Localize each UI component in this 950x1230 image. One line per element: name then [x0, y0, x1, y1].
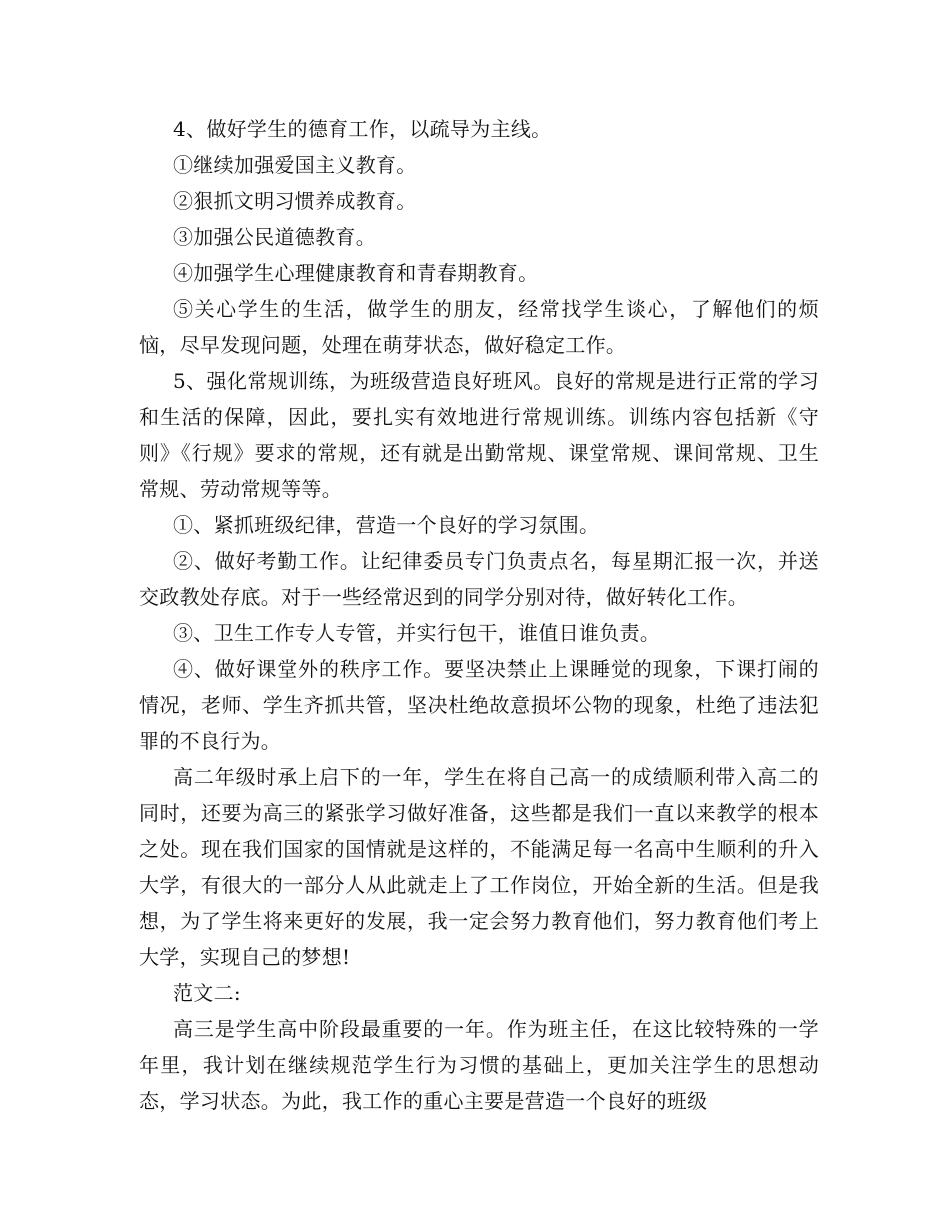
- paragraph-care-for-students: ⑤关心学生的生活，做学生的朋友，经常找学生谈心，了解他们的烦恼，尽早发现问题，处理在萌芽状态，做好稳定工作。: [139, 297, 819, 357]
- paragraph-attendance: ②、做好考勤工作。让纪律委员专门负责点名，每星期汇报一次，并送交政教处存底。对于一些经常迟到的同学分别对待，做好转化工作。: [139, 549, 819, 609]
- paragraph-outside-class-order: ④、做好课堂外的秩序工作。要坚决禁止上课睡觉的现象，下课打闹的情况，老师、学生齐抓共管，坚决杜绝故意损坏公物的现象，杜绝了违法犯罪的不良行为。: [139, 657, 819, 753]
- paragraph-patriotism: ①继续加强爱国主义教育。: [173, 153, 417, 177]
- section-heading-sample-two: 范文二:: [173, 981, 241, 1005]
- paragraph-class-discipline: ①、紧抓班级纪律，营造一个良好的学习氛围。: [173, 513, 600, 537]
- paragraph-mental-health: ④加强学生心理健康教育和青春期教育。: [173, 261, 539, 285]
- paragraph-civic-morality: ③加强公民道德教育。: [173, 225, 376, 249]
- paragraph-grade-three-intro: 高三是学生高中阶段最重要的一年。作为班主任，在这比较特殊的一学年里，我计划在继续规范学生行为习惯的基础上，更加关注学生的思想动态，学习状态。为此，我工作的重心主要是营造一个良好的班级: [139, 1017, 819, 1113]
- document-body: [139, 111, 819, 1119]
- paragraph-routine-training: 5、强化常规训练，为班级营造良好班风。良好的常规是进行正常的学习和生活的保障，因此，要扎实有效地进行常规训练。训练内容包括新《守则》《行规》要求的常规，还有就是出勤常规、课堂常规、课间常规、卫生常规、劳动常规等等。: [139, 369, 819, 501]
- paragraph-moral-education-heading: 4、做好学生的德育工作，以疏导为主线。: [173, 117, 552, 141]
- paragraph-civilized-habits: ②狠抓文明习惯养成教育。: [173, 189, 417, 213]
- paragraph-grade-two-summary: 高二年级时承上启下的一年，学生在将自己高一的成绩顺利带入高二的同时，还要为高三的紧张学习做好准备，这些都是我们一直以来教学的根本之处。现在我们国家的国情就是这样的，不能满足每一名高中生顺利的升入大学，有很大的一部分人从此就走上了工作岗位，开始全新的生活。但是我想，为了学生将来更好的发展，我一定会努力教育他们，努力教育他们考上大学，实现自己的梦想!: [139, 765, 819, 969]
- paragraph-hygiene: ③、卫生工作专人专管，并实行包干，谁值日谁负责。: [173, 621, 661, 645]
